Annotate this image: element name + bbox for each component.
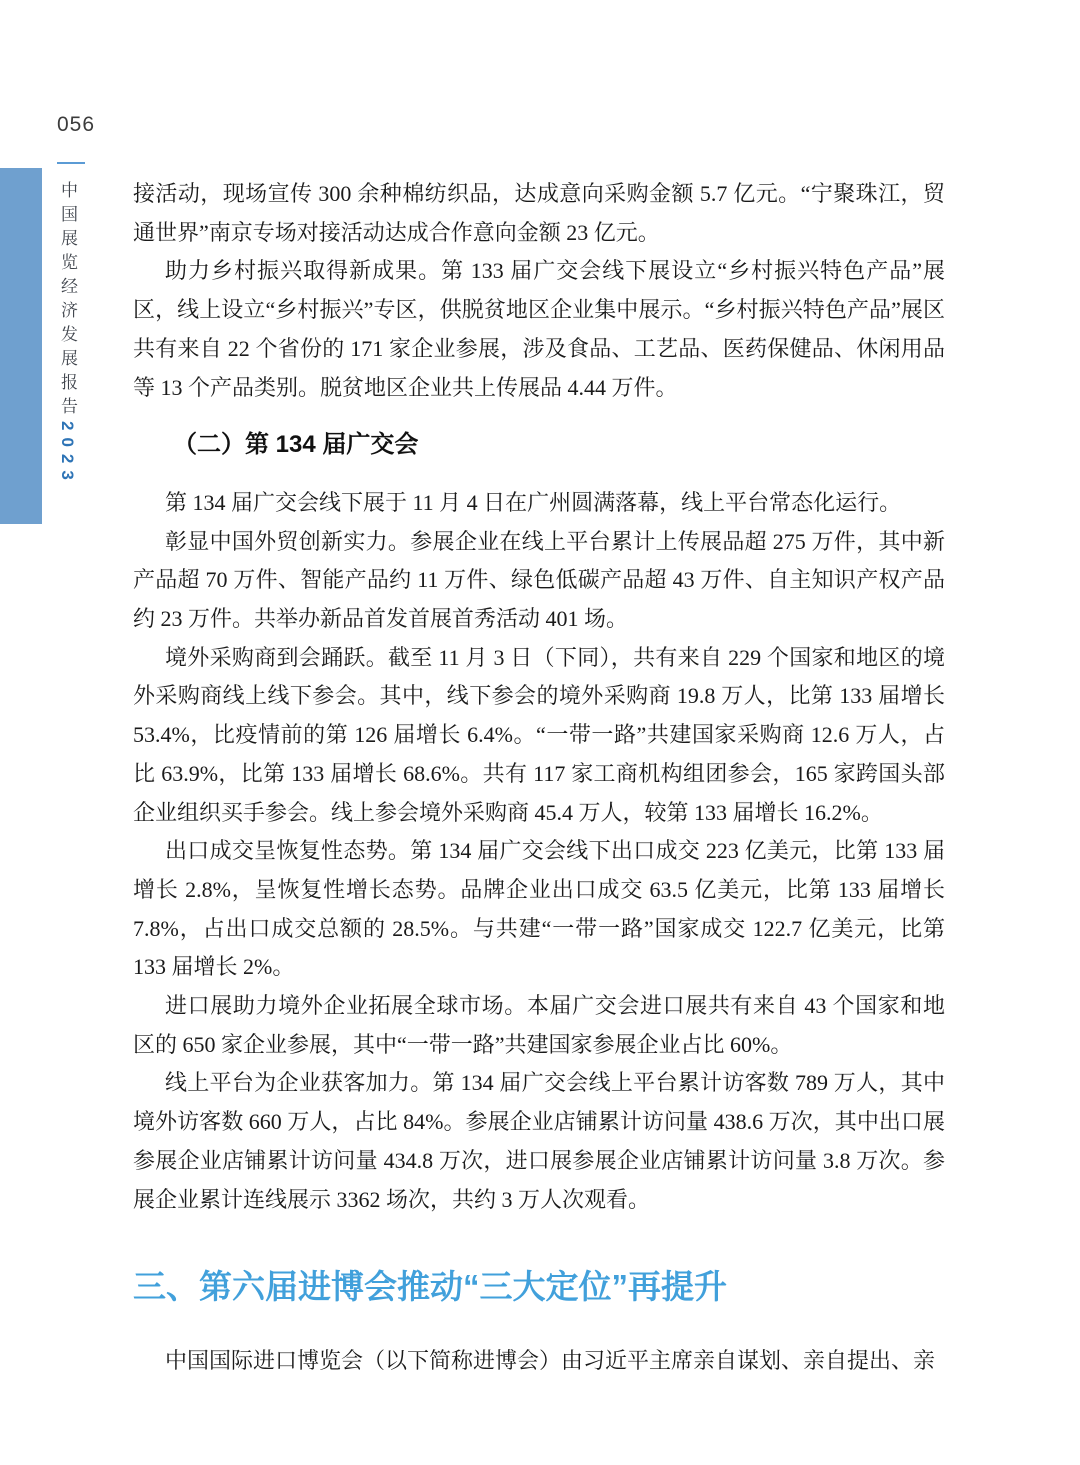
body-paragraph: 第 134 届广交会线下展于 11 月 4 日在广州圆满落幕，线上平台常态化运行。: [165, 489, 902, 515]
sidebar-vertical-title: [55, 181, 80, 487]
body-paragraph: 接活动，现场宣传 300 余种棉纺织品，达成意向采购金额 5.7 亿元。“宁聚珠江，贸通世界”南京专场对接活动达成合作意向金额 23 亿元。: [133, 181, 945, 245]
body-paragraph: 彰显中国外贸创新实力。参展企业在线上平台累计上传展品超 275 万件，其中新产品超 70 万件、智能产品约 11 万件、绿色低碳产品超 43 万件、自主知识产权产品约 23 万件。共举办新品首发首展首秀活动 401 场。: [133, 528, 945, 632]
sidebar-accent-bar: [0, 168, 42, 524]
body-paragraph: 出口成交呈恢复性态势。第 134 届广交会线下出口成交 223 亿美元，比第 133 届增长 2.8%，呈恢复性增长态势。品牌企业出口成交 63.5 亿美元，比第 133 届增长 7.8%，占出口成交总额的 28.5%。与共建“一带一路”国家成交 122.7 亿美元，比第 133 届增长 2%。: [133, 838, 945, 980]
page-number: 056: [57, 113, 96, 136]
body-paragraph: 境外采购商到会踊跃。截至 11 月 3 日（下同），共有来自 229 个国家和地区的境外采购商线上线下参会。其中，线下参会的境外采购商 19.8 万人，比第 133 届增长 53.4%，比疫情前的第 126 届增长 6.4%。“一带一路”共建国家采购商 12.6 万人，占比 63.9%，比第 133 届增长 68.6%。共有 117 家工商机构组团参会，165 家跨国头部企业组织买手参会。线上参会境外采购商 45.4 万人，较第 133 届增长 16.2%。: [133, 644, 945, 825]
section-heading: （二）第 134 届广交会: [173, 431, 419, 459]
body-paragraph: 进口展助力境外企业拓展全球市场。本届广交会进口展共有来自 43 个国家和地区的 650 家企业参展，其中“一带一路”共建国家参展企业占比 60%。: [133, 993, 945, 1057]
report-title-vertical: 中国展览经济发展报告: [58, 181, 77, 421]
chapter-heading: 三、第六届进博会推动“三大定位”再提升: [133, 1268, 727, 1306]
sidebar-divider: [57, 162, 85, 164]
main-text-column: [133, 175, 945, 1381]
body-paragraph: 助力乡村振兴取得新成果。第 133 届广交会线下展设立“乡村振兴特色产品”展区，线上设立“乡村振兴”专区，供脱贫地区企业集中展示。“乡村振兴特色产品”展区共有来自 22 个省份的 171 家企业参展，涉及食品、工艺品、医药保健品、休闲用品等 13 个产品类别。脱贫地区企业共上传展品 4.44 万件。: [133, 258, 945, 400]
report-year-vertical: 2023: [58, 421, 77, 487]
body-paragraph: 中国国际进口博览会（以下简称进博会）由习近平主席亲自谋划、亲自提出、亲: [165, 1348, 936, 1374]
body-paragraph: 线上平台为企业获客加力。第 134 届广交会线上平台累计访客数 789 万人，其中境外访客数 660 万人，占比 84%。参展企业店铺累计访问量 438.6 万次，其中出口展参展企业店铺累计访问量 434.8 万次，进口展参展企业店铺累计访问量 3.8 万次。参展企业累计连线展示 3362 场次，共约 3 万人次观看。: [133, 1070, 945, 1212]
